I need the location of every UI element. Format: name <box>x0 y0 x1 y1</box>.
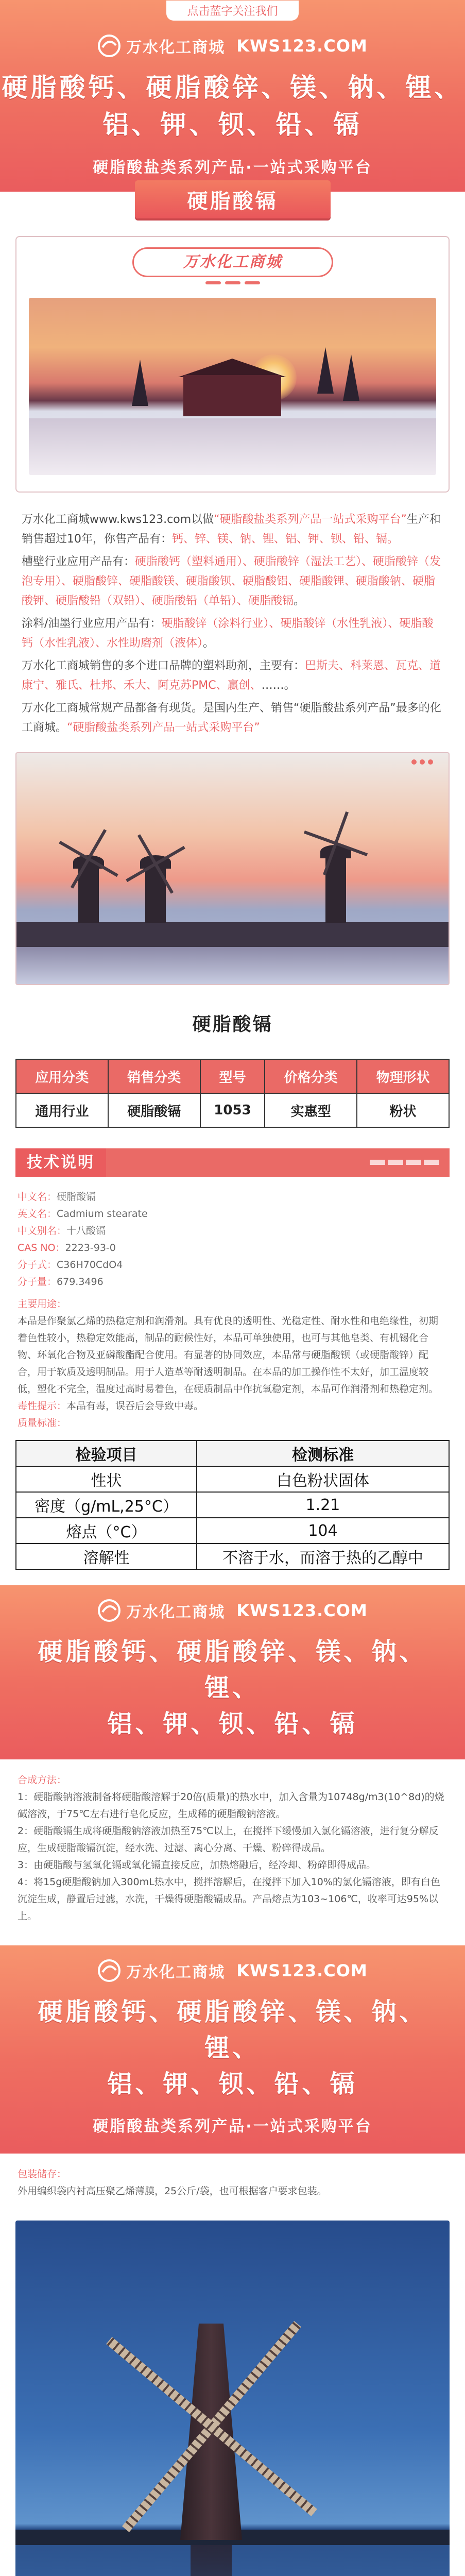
house-roof <box>178 359 286 377</box>
property-name: 熔点（°C） <box>16 1518 197 1544</box>
intro-p1-a: 万水化工商城www.kws123.com以做 <box>22 513 214 526</box>
tech-section-title: 技术说明 <box>15 1148 106 1177</box>
chem-info <box>0 1177 465 1291</box>
headline-line-1: 硬脂酸钙、硬脂酸锌、镁、钠、锂、 <box>2 73 463 103</box>
property-value: 104 <box>197 1518 449 1544</box>
spec-header: 物理形状 <box>357 1059 449 1093</box>
chem-info-mw <box>18 1274 447 1291</box>
property-header-row <box>16 1440 449 1466</box>
packaging-label: 包装储存： <box>18 2168 67 2180</box>
quality-label: 质量标准： <box>18 1417 67 1429</box>
intro-p5-a: 万水化工商城常规产品都备有现货。是国内生产、销售“硬脂酸盐系列产品”最多的化工商城。 <box>22 702 441 734</box>
intro-paragraph-3 <box>22 614 443 653</box>
headline-line-1: 硬脂酸钙、硬脂酸锌、镁、钠、锂、 <box>38 1637 427 1702</box>
application-text <box>0 1291 465 1432</box>
packaging <box>0 2154 465 2200</box>
toxicity-label: 毒性提示： <box>18 1400 67 1412</box>
intro-p3-items: 硬脂酸锌（涂料行业）、硬脂酸锌（水性乳液）、硬脂酸钙（水性乳液）、水性助磨剂（液体） <box>22 617 434 650</box>
brand-name: 万水化工商城 <box>126 1963 226 1981</box>
follow-prompt[interactable]: 点击蓝字关注我们 <box>166 1 298 21</box>
brand-logo <box>97 34 225 58</box>
value: 2223-93-0 <box>65 1242 116 1253</box>
value: C36H70CdO4 <box>57 1259 123 1270</box>
brand-swirl-icon <box>97 1959 121 1982</box>
property-name: 密度（g/mL,25°C） <box>16 1492 197 1518</box>
intro-paragraph-5 <box>22 699 443 738</box>
brand-site: KWS123.COM <box>236 36 368 56</box>
tree <box>317 347 334 394</box>
intro-p3-end: 。 <box>203 637 215 650</box>
headline-line-2: 铝、钾、钡、铅、镉 <box>107 1709 358 1738</box>
toxicity-line <box>18 1398 447 1415</box>
brand-name: 万水化工商城 <box>126 1603 226 1621</box>
hero-banner <box>0 0 465 192</box>
chem-info-formula <box>18 1257 447 1274</box>
spec-header-row <box>16 1059 449 1093</box>
spec-header: 价格分类 <box>265 1059 357 1093</box>
tree <box>132 360 148 406</box>
brand-site: KWS123.COM <box>236 1961 368 1980</box>
property-row <box>16 1492 449 1518</box>
pill-decoration <box>29 281 436 284</box>
spec-value: 硬脂酸镉 <box>108 1093 200 1127</box>
slogan: 硬脂酸盐类系列产品·一站式采购平台 <box>93 159 372 177</box>
intro-paragraph-4 <box>22 656 443 696</box>
spec-header: 型号 <box>200 1059 265 1093</box>
value: 十八酸镉 <box>66 1225 106 1236</box>
property-name: 溶解性 <box>16 1544 197 1569</box>
intro-p2-items: 硬脂酸钙（塑料通用）、硬脂酸锌（湿法工艺）、硬脂酸锌（发泡专用）、硬脂酸锌、硬脂酸镁、硬脂酸钡、硬脂酸铝、硬脂酸锂、硬脂酸钠、硬脂酸钾、硬脂酸铅（双铅）、硬脂酸铅（单铅）、硬脂酸镉 <box>22 555 441 607</box>
spec-value-row <box>16 1093 449 1127</box>
packaging-text: 外用编织袋内衬高压聚乙烯薄膜，25公斤/袋，也可根据客户要求包装。 <box>18 2185 327 2197</box>
intro-p1-items: 钙、锌、镁、钠、锂、铝、钾、钡、铅、镉。 <box>172 533 399 546</box>
intro-p1-highlight: “硬脂酸盐类系列产品一站式采购平台” <box>214 513 407 526</box>
property-row <box>16 1518 449 1544</box>
label: 英文名： <box>18 1208 57 1219</box>
windmill-reflection <box>191 2545 232 2576</box>
chem-info-en-name <box>18 1206 447 1223</box>
frozen-water <box>29 418 436 475</box>
windmill-night-photo <box>15 2221 450 2576</box>
brand-swirl-icon <box>97 1599 121 1622</box>
intro-p2-end: 。 <box>294 595 305 607</box>
intro-p3-a: 涂料/油墨行业应用产品有： <box>22 617 162 630</box>
intro-text <box>0 493 465 738</box>
intro-p2-a: 槽壁行业应用产品有： <box>22 555 135 568</box>
riverbank <box>16 922 449 948</box>
header-stripes <box>370 1160 439 1165</box>
intro-paragraph-1 <box>22 510 443 549</box>
product-title: 硬脂酸镉 <box>192 1014 273 1035</box>
brand-pill: 万水化工商城 <box>132 247 333 277</box>
promo-banner-3 <box>0 1945 465 2154</box>
river-reflection <box>16 947 449 984</box>
intro-p5-highlight: “硬脂酸盐类系列产品一站式采购平台” <box>67 721 260 734</box>
synthesis-method-2: 2：硬脂酸镉生成将硬脂酸钠溶液加热至75℃以上，在搅拌下缓慢加入氯化镉溶液，进行复分解反应，生成硬脂酸镉沉淀，经水洗、过滤、离心分离、干燥、粉碎得成品。 <box>18 1825 439 1854</box>
property-name: 性状 <box>16 1466 197 1492</box>
property-table <box>15 1440 450 1570</box>
spec-value: 通用行业 <box>16 1093 108 1127</box>
spec-header: 销售分类 <box>108 1059 200 1093</box>
value: Cadmium stearate <box>57 1208 148 1219</box>
tree <box>343 354 359 401</box>
headline-line-1: 硬脂酸钙、硬脂酸锌、镁、钠、锂、 <box>38 1997 427 2062</box>
spec-value: 实惠型 <box>265 1093 357 1127</box>
synthesis-method-3: 3：由硬脂酸与氢氧化镉或氧化镉直接反应，加热熔融后，经冷却、粉碎即得成品。 <box>18 1859 376 1871</box>
brand-site: KWS123.COM <box>236 1601 368 1620</box>
intro-p4-items: 巴斯夫、科莱恩、瓦克、道康宁、雅氏、杜邦、禾大、阿克苏PMC、赢创、 <box>22 659 441 692</box>
tech-section-header <box>15 1148 450 1177</box>
photo-dots <box>411 759 433 765</box>
intro-photo-card <box>15 236 450 493</box>
brand-logo <box>97 1599 225 1622</box>
synthesis-method-1: 1：硬脂酸钠溶液制备将硬脂酸溶解于20倍(质量)的热水中，加入含量为10748g/m3(10^8d)的烧碱溶液，于75℃左右进行皂化反应，生成稀的硬脂酸钠溶液。 <box>18 1791 444 1820</box>
windmill-sunset-photo <box>15 752 450 985</box>
chem-info-cas <box>18 1240 447 1257</box>
label: 分子式： <box>18 1259 57 1270</box>
property-header: 检验项目 <box>16 1440 197 1466</box>
property-row <box>16 1544 449 1569</box>
property-value: 白色粉状固体 <box>197 1466 449 1492</box>
application-label: 主要用途： <box>18 1298 67 1310</box>
brand-row <box>10 1959 455 1982</box>
application-body: 本品是作聚氯乙烯的热稳定剂和润滑剂。具有优良的透明性、光稳定性、耐水性和电绝缘性，初期着色性较小，热稳定效能高，制品的耐候性好，本品可单独使用，也可与其他皂类、有机锡化合物、环氧化合物及亚磷酸酯配合使用。有显著的协同效应，本品常与硬脂酸钡（或硬脂酸锌）配合，用于软质及透明制品。用于人造革等耐透明制品。在本品的加工操作性不太好，加工温度较低，塑化不完全，温度过高时易着色，在硬质制品中作抗氧稳定剂，本品可作润滑剂和热稳定剂。 <box>18 1315 439 1395</box>
brand-logo <box>97 1959 225 1982</box>
label: 中文别名： <box>18 1225 67 1236</box>
property-header: 检测标准 <box>197 1440 449 1466</box>
spec-value: 粉状 <box>357 1093 449 1127</box>
winter-sunset-photo <box>29 298 436 475</box>
slogan: 硬脂酸盐类系列产品·一站式采购平台 <box>93 2117 372 2136</box>
property-value: 1.21 <box>197 1492 449 1518</box>
house <box>183 375 281 416</box>
headline-line-2: 铝、钾、钡、铅、镉 <box>102 110 363 140</box>
intro-p1-b: 生产和销售超过10年，你售产品有： <box>22 513 441 546</box>
brand-row <box>0 34 465 58</box>
spec-header: 应用分类 <box>16 1059 108 1093</box>
synthesis-label: 合成方法： <box>18 1774 67 1786</box>
synthesis-method-4: 4：将15g硬脂酸钠加入300mL热水中，搅拌溶解后，在搅拌下加入10%的氯化镉溶液，即有白色沉淀生成，静置后过滤，水洗，干燥得硬脂酸镉成品。产品熔点为103~106℃，收率可达95%以上。 <box>18 1876 440 1922</box>
value: 679.3496 <box>57 1276 104 1287</box>
headline-line-2: 铝、钾、钡、铅、镉 <box>107 2070 358 2098</box>
windmill <box>78 867 99 923</box>
brand-swirl-icon <box>97 34 121 58</box>
label: CAS NO： <box>18 1242 65 1253</box>
spec-value: 1053 <box>200 1093 265 1127</box>
label: 中文名： <box>18 1191 57 1202</box>
brand-name: 万水化工商城 <box>126 39 226 57</box>
property-value: 不溶于水，而溶于热的乙醇中 <box>197 1544 449 1569</box>
property-row <box>16 1466 449 1492</box>
intro-paragraph-2 <box>22 552 443 611</box>
intro-p4-end: ……。 <box>261 679 296 692</box>
toxicity-text: 本品有毒，误吞后会导致中毒。 <box>66 1400 204 1412</box>
intro-p4-a: 万水化工商城销售的多个进口品牌的塑料助剂，主要有： <box>22 659 305 672</box>
promo-banner-2 <box>0 1585 465 1759</box>
chem-info-alias <box>18 1223 447 1240</box>
label: 分子量： <box>18 1276 57 1287</box>
brand-row <box>10 1599 455 1622</box>
spec-table <box>15 1059 450 1128</box>
chem-info-cn-name <box>18 1189 447 1206</box>
value: 硬脂酸镉 <box>57 1191 96 1202</box>
synthesis-methods <box>0 1759 465 1925</box>
product-ribbon: 硬脂酸镉 <box>135 180 331 218</box>
